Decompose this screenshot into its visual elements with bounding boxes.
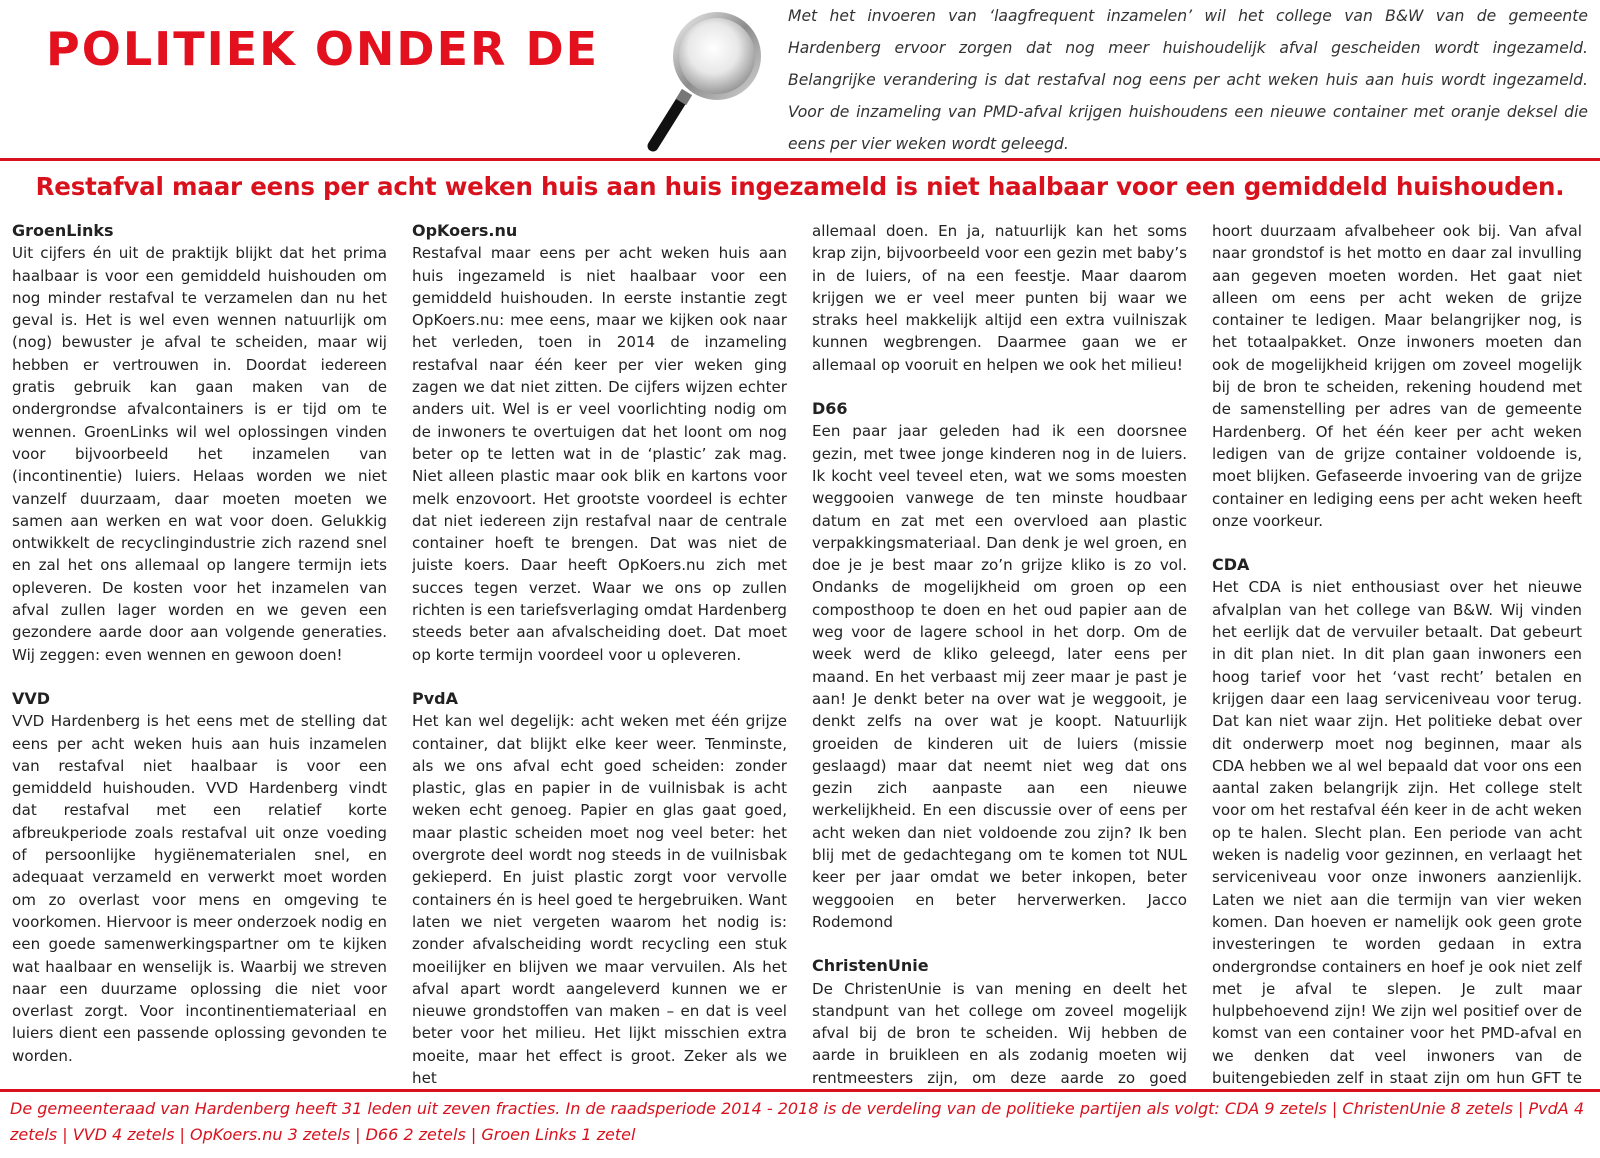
party-name-opkoers: OpKoers.nu (412, 221, 518, 240)
party-text-christenunie-continued: hoort duurzaam afvalbeheer ook bij. Van afval naar grondstof is het motto en daar zal invulling aan gegeven moeten worden. Het gaat niet alleen om eens per acht weken de grijze container te ledigen. Maar belangrijker nog, is het totaalpakket. Onze inwoners moeten dan ook de mogelijkheid krijgen om zoveel mogelijk bij de bron te scheiden, rekening houdend met de samenstelling per adres van de gemeente Hardenberg. Of het één keer per acht weken ledigen van de grijze container voldoende is, moet blijken. Gefaseerde invoering van de grijze container en lediging eens per acht weken heeft onze voorkeur. (1212, 222, 1582, 530)
party-name-groenlinks: GroenLinks (12, 221, 114, 240)
section-spacer (12, 666, 387, 688)
party-text-christenunie: De ChristenUnie is van mening en deelt het standpunt van het college om zoveel mogelijk afval bij de bron te scheiden. Wij hebben de aarde in bruikleen en als zodanig moeten wij rentmeesters zijn, om deze aarde zo goed (812, 979, 1187, 1086)
party-text-cda: Het CDA is niet enthousiast over het nieuwe afvalplan van het college van B&W. Wij vinden het eerlijk dat de vervuiler betaalt. Dat gebeurt in dit plan niet. In dit plan gaan inwoners een hoog tarief voor het ‘vast recht’ betalen en krijgen daar een laag serviceniveau voor terug. Dat kan niet waar zijn. Het politieke debat over dit onderwerp moet nog beginnen, maar als CDA hebben we al wel bepaald dat voor ons een aantal zaken belangrijk zijn. Het college stelt voor om het restafval één keer in de acht weken op te halen. Slecht plan. Een periode van acht weken is nadelig voor gezinnen, en verlaagt het serviceniveau voor onze inwoners aanzienlijk. Laten we niet aan die termijn van vier weken komen. Dan hoeven er namelijk ook geen grote investeringen te worden gedaan in extra ondergrondse containers en hoef je ook niet zelf met je afval te slepen. Je zult maar hulpbehoevend zijn! We zijn wel positief over de komst van een container voor het PMD-afval en we denken dat veel inwoners van de buitengebieden zelf in staat zijn om hun GFT te (1212, 578, 1582, 1086)
column-1 (12, 220, 387, 1086)
party-text-d66: Een paar jaar geleden had ik een doorsnee gezin, met twee jonge kinderen nog in de luiers. Ik kocht veel teveel eten, wat we soms moesten weggooien vanwege de ten minste houdbaar datum en zat met een overvloed aan plastic verpakkingsmateriaal. Dan denk je wel groen, en doe je je best maar zo’n grijze kliko is zo vol. Ondanks de mogelijkheid om groen op een composthoop te doen en het oud papier aan de weg voor de lagere school in het dorp. Om de week werd de kliko geleegd, later eens per maand. En het verbaast mij zeer maar je past je aan! Je denkt beter na over wat je weggooit, je denkt zelfs na over wat je koopt. Natuurlijk groeiden de kinderen uit de luiers (missie geslaagd) maar dat neemt niet weg dat ons gezin zich aanpaste aan een nieuwe werkelijkheid. En een discussie over of eens per acht weken dan niet voldoende zou zijn? Ik ben blij met de gedachtegang om te komen tot NUL keer per jaar omdat we beter inkopen, beter weggooien en beter herverwerken. Jacco Rodemond (812, 422, 1187, 931)
party-text-pvda-continued: allemaal doen. En ja, natuurlijk kan het soms krap zijn, bijvoorbeeld voor een gezin met baby’s in de luiers, of na een feestje. Maar daarom krijgen we er veel meer punten bij waar we straks heel makkelijk altijd een extra vuilniszak kunnen wegbrengen. Daarmee gaan we er allemaal op vooruit en helpen we ook het milieu! (812, 222, 1187, 374)
party-name-vvd: VVD (12, 688, 51, 708)
party-text-groenlinks: Uit cijfers én uit de praktijk blijkt dat het prima haalbaar is voor een gemiddeld huishouden om nog minder restafval te verzamelen dan nu het geval is. Het is wel even wennen natuurlijk om (nog) bewuster je afval te scheiden, maar wij hebben er vertrouwen in. Doordat iedereen gratis gebruik kan gaan maken van de ondergrondse afvalcontainers is er tijd om te wennen. GroenLinks wil wel oplossingen vinden voor bijvoorbeeld het inzamelen van (incontinentie) luiers. Helaas worden we niet vanzelf duurzaam, daar moeten moeten we samen aan werken en wat voor doen. Gelukkig ontwikkelt de recyclingindustrie zich razend snel en zal het ons allemaal op langere termijn iets opleveren. De kosten voor het inzamelen van afval zullen lager worden en we geven een gezondere aarde door aan volgende generaties. Wij zeggen: even wennen en gewoon doen! (12, 244, 387, 664)
bottom-divider (0, 1089, 1600, 1092)
party-name-cda: CDA (1212, 555, 1250, 575)
section-spacer (412, 666, 787, 688)
intro-text: Met het invoeren van ‘laagfrequent inzamelen’ wil het college van B&W van de gemeente Hardenberg ervoor zorgen dat nog meer huishoudelijk afval gescheiden wordt ingezameld. Belangrijke verandering is dat restafval nog eens per acht weken huis aan huis wordt ingezameld. Voor de inzameling van PMD-afval krijgen huishoudens een nieuwe container met oranje deksel die eens per vier weken wordt geleegd. (788, 7, 1588, 153)
top-divider (0, 158, 1600, 161)
party-name-christenunie: ChristenUnie (812, 956, 929, 976)
magnifying-glass-icon (645, 8, 765, 154)
footer-note: De gemeenteraad van Hardenberg heeft 31 leden uit zeven fracties. In de raadsperiode 2014 - 2018 is de verdeling van de politieke partijen als volgt: CDA 9 zetels | ChristenUnie 8 zetels | PvdA 4 zetels | VVD 4 zetels | OpKoers.nu 3 zetels | D66 2 zetels | Groen Links 1 zetel (10, 1099, 1585, 1144)
column-4 (1212, 220, 1582, 1086)
section-spacer (812, 376, 1187, 398)
party-text-opkoers: Restafval maar eens per acht weken huis aan huis ingezameld is niet haalbaar voor een gemiddeld huishouden. In eerste instantie zegt OpKoers.nu: mee eens, maar we kijken ook naar het verleden, toen in 2014 de inzameling restafval naar één keer per vier weken ging zagen we dat niet zitten. De cijfers wijzen echter anders uit. Wel is er veel voorlichting nodig om de inwoners te overtuigen dat het loont om nog beter op te letten wat in de ‘plastic’ zak mag. Niet alleen plastic maar ook blik en kartons voor melk enzovoort. Het grootste voordeel is echter dat niet iedereen zijn restafval naar de centrale container hoeft te brengen. Dat was niet de juiste koers. Daar heeft OpKoers.nu zich met succes tegen verzet. Waar we ons op zullen richten is een tariefsverlaging omdat Hardenberg steeds beter aan afvalscheiding doet. Dat moet op korte termijn voordeel voor u opleveren. (412, 244, 787, 664)
column-2 (412, 220, 787, 1086)
party-name-pvda: PvdA (412, 688, 458, 708)
article-columns (12, 220, 1590, 1086)
party-text-pvda: Het kan wel degelijk: acht weken met één grijze container, dat blijkt elke keer weer. Tenminste, als we ons afval echt goed scheiden: zonder plastic, glas en papier in de vuilnisbak is acht weken echt genoeg. Papier en glas gaat goed, maar plastic scheiden moet nog veel beter: het overgrote deel wordt nog steeds in de vuilnisbak gekieperd. En juist plastic zorgt voor vervolle containers én is heel goed te hergebruiken. Want laten we niet vergeten waarom het nodig is: zonder afvalscheiding wordt recycling een stuk moeilijker en blijven we maar vervuilen. Als het afval apart wordt aangeleverd kunnen we er nieuwe grondstoffen van maken – en dat is veel beter voor het milieu. Het lijkt misschien extra moeite, maar het effect is groot. Zeker als we het (412, 712, 787, 1086)
brand-title: POLITIEK ONDER DE (46, 22, 600, 76)
section-spacer (812, 933, 1187, 955)
column-3 (812, 220, 1187, 1086)
party-text-vvd: VVD Hardenberg is het eens met de stelling dat eens per acht weken huis aan huis inzamelen van restafval niet haalbaar is voor een gemiddeld huishouden. VVD Hardenberg vindt dat restafval met een relatief korte afbreukperiode zoals restafval uit onze voeding of persoonlijke hygiënematerialen snel, en adequaat verzameld en verwerkt moet worden om zo overlast voor mens en omgeving te voorkomen. Hiervoor is meer onderzoek nodig en een goede samenwerkingspartner om te kijken wat haalbaar en wenselijk is. Waarbij we streven naar een duurzame oplossing die niet voor overlast zorgt. Voor incontinentiemateriaal en luiers dient een passende oplossing gevonden te worden. (12, 712, 387, 1065)
party-name-d66: D66 (812, 399, 848, 419)
headline: Restafval maar eens per acht weken huis aan huis ingezameld is niet haalbaar voor een gemiddeld huishouden. (35, 172, 1565, 201)
section-spacer (1212, 532, 1582, 554)
page-header (0, 0, 1600, 158)
